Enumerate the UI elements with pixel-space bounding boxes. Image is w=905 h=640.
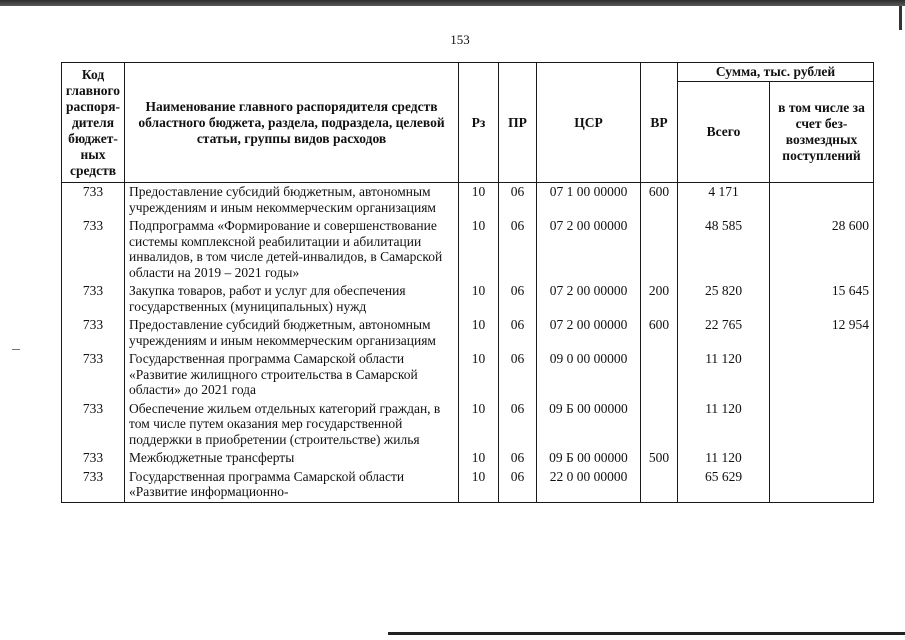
cell-code: 733 — [62, 449, 125, 468]
cell-pr: 06 — [499, 282, 537, 316]
header-vr: ВР — [641, 63, 678, 183]
cell-vr: 200 — [641, 282, 678, 316]
table-row — [62, 217, 874, 282]
header-csr: ЦСР — [537, 63, 641, 183]
cell-total: 11 120 — [678, 400, 770, 450]
budget-table — [61, 62, 874, 503]
cell-code: 733 — [62, 316, 125, 350]
cell-rz: 10 — [459, 183, 499, 218]
cell-rz: 10 — [459, 217, 499, 282]
cell-vr: 600 — [641, 316, 678, 350]
scan-edge-top — [0, 0, 905, 6]
cell-free: 28 600 — [770, 217, 874, 282]
header-code: Код главного распоря- дителя бюджет- ных средств — [62, 63, 125, 183]
cell-name: Предоставление субсидий бюджетным, автономным учреждениям и иным некоммерческим организациям — [125, 316, 459, 350]
cell-rz: 10 — [459, 400, 499, 450]
cell-code: 733 — [62, 183, 125, 218]
cell-name: Государственная программа Самарской области «Развитие жилищного строительства в Самарской области» до 2021 года — [125, 350, 459, 400]
cell-pr: 06 — [499, 468, 537, 503]
cell-name: Межбюджетные трансферты — [125, 449, 459, 468]
cell-total: 65 629 — [678, 468, 770, 503]
cell-pr: 06 — [499, 217, 537, 282]
cell-total: 48 585 — [678, 217, 770, 282]
cell-code: 733 — [62, 217, 125, 282]
cell-total: 11 120 — [678, 449, 770, 468]
cell-vr — [641, 217, 678, 282]
table-row — [62, 350, 874, 400]
scan-mark — [12, 349, 20, 350]
cell-total: 11 120 — [678, 350, 770, 400]
table-row — [62, 316, 874, 350]
header-sum: Сумма, тыс. рублей — [678, 63, 874, 82]
cell-csr: 07 2 00 00000 — [537, 217, 641, 282]
header-name: Наименование главного распорядителя средств областного бюджета, раздела, подраздела, целевой статьи, группы видов расходов — [125, 63, 459, 183]
header-total: Всего — [678, 82, 770, 183]
cell-name: Государственная программа Самарской области «Развитие информационно- — [125, 468, 459, 503]
cell-total: 4 171 — [678, 183, 770, 218]
cell-name: Закупка товаров, работ и услуг для обеспечения государственных (муниципальных) нужд — [125, 282, 459, 316]
cell-total: 22 765 — [678, 316, 770, 350]
cell-pr: 06 — [499, 183, 537, 218]
scan-edge-bottom — [388, 632, 905, 635]
cell-pr: 06 — [499, 316, 537, 350]
header-pr: ПР — [499, 63, 537, 183]
page-number: 153 — [450, 32, 470, 47]
cell-free: 12 954 — [770, 316, 874, 350]
cell-rz: 10 — [459, 316, 499, 350]
cell-csr: 07 1 00 00000 — [537, 183, 641, 218]
cell-csr: 09 Б 00 00000 — [537, 449, 641, 468]
table-body — [62, 183, 874, 503]
cell-rz: 10 — [459, 468, 499, 503]
cell-code: 733 — [62, 350, 125, 400]
cell-code: 733 — [62, 400, 125, 450]
cell-name: Подпрограмма «Формирование и совершенствование системы комплексной реабилитации и абилитации инвалидов, в том числе детей-инвалидов, в Самарской области на 2019 – 2021 годы» — [125, 217, 459, 282]
cell-free: 15 645 — [770, 282, 874, 316]
cell-vr — [641, 468, 678, 503]
cell-csr: 09 Б 00 00000 — [537, 400, 641, 450]
cell-pr: 06 — [499, 350, 537, 400]
cell-free — [770, 449, 874, 468]
cell-free — [770, 400, 874, 450]
cell-total: 25 820 — [678, 282, 770, 316]
cell-code: 733 — [62, 282, 125, 316]
cell-name: Предоставление субсидий бюджетным, автономным учреждениям и иным некоммерческим организациям — [125, 183, 459, 218]
table-row — [62, 449, 874, 468]
cell-csr: 09 0 00 00000 — [537, 350, 641, 400]
cell-vr: 600 — [641, 183, 678, 218]
cell-csr: 07 2 00 00000 — [537, 316, 641, 350]
cell-free — [770, 183, 874, 218]
cell-name: Обеспечение жильем отдельных категорий граждан, в том числе путем оказания мер государственной поддержки в приобретении (строительстве) жилья — [125, 400, 459, 450]
cell-rz: 10 — [459, 449, 499, 468]
cell-csr: 07 2 00 00000 — [537, 282, 641, 316]
cell-vr — [641, 350, 678, 400]
table-row — [62, 468, 874, 503]
cell-free — [770, 468, 874, 503]
table-row — [62, 400, 874, 450]
table-row — [62, 282, 874, 316]
cell-pr: 06 — [499, 449, 537, 468]
header-free: в том числе за счет без- возмездных поступлений — [770, 82, 874, 183]
cell-rz: 10 — [459, 350, 499, 400]
header-rz: Рз — [459, 63, 499, 183]
cell-pr: 06 — [499, 400, 537, 450]
scan-edge-right — [899, 6, 902, 30]
cell-rz: 10 — [459, 282, 499, 316]
cell-code: 733 — [62, 468, 125, 503]
cell-csr: 22 0 00 00000 — [537, 468, 641, 503]
cell-vr — [641, 400, 678, 450]
table-header — [62, 63, 874, 183]
table-row — [62, 183, 874, 218]
cell-vr: 500 — [641, 449, 678, 468]
cell-free — [770, 350, 874, 400]
